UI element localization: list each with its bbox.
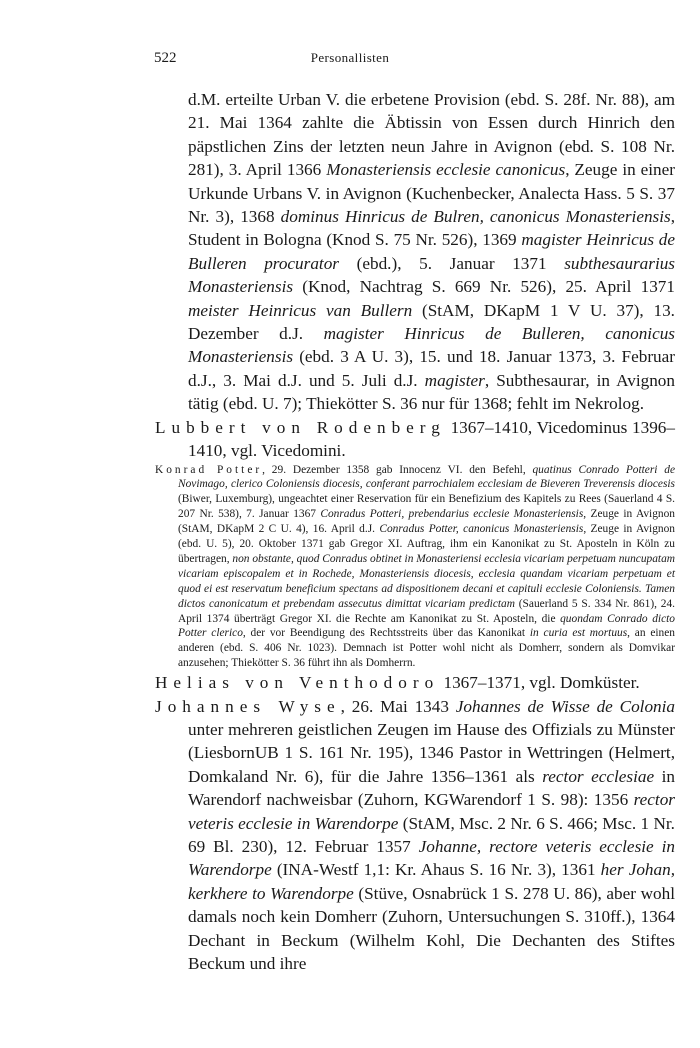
- text-run: (StAM, DKapM 1 V U. 37), 13. Dezember d.J.: [188, 300, 675, 344]
- entry-text: 1367–1371, vgl. Domküster.: [439, 673, 640, 693]
- text-run: unter mehreren geistlichen Zeugen im Hause des Offizials zu Münster (LiesbornUB 1 S. 161 Nr. 195), 1346 Pastor in Wettringen (Helmert, Domkaland Nr. 6), für die Jahre 1356–1361 als: [188, 720, 675, 786]
- italic-run: Johanne, rectore veteris ecclesie in Warendorpe: [188, 837, 675, 880]
- italic-run: Monasteriensis ecclesie canonicus: [326, 160, 566, 180]
- text-run: (StAM, Msc. 2 Nr. 6 S. 466; Msc. 1 Nr. 69 Bl. 230), 12. Februar 1357: [188, 813, 675, 857]
- text-run: , der vor Beendigung des Rechtsstreits über das Kanonikat: [242, 627, 530, 640]
- italic-run: subthesaurarius Monasteriensis: [188, 253, 675, 297]
- italic-run: non obstante, quod Conradus obtinet in Monasteriensi ecclesia vicariam perpetuam nuncupatam vicariam episcopalem et in Rochede, Monasteriensis diocesis, ecclesia quandam vicariam perpetuam et quod ei est reservatum beneficium spectans ad dispositionem decani et capituli ecclesie Coloniensis. Tamen dictos canonicatum et prebendam assecutus dimittat vicariam predictam: [178, 552, 676, 610]
- italic-run: magister Hinricus de Bulleren, canonicus Monasteriensis: [188, 324, 675, 367]
- italic-run: her Johan, kerkhere to Warendorpe: [188, 860, 675, 903]
- text-run: (Sauerland 5 S. 334 Nr. 861), 24. April 1374 überträgt Gregor XI. die Rechte am Kanonikat zu St. Aposteln, die: [178, 597, 675, 625]
- text-run: in Warendorf nachweisbar (Zuhorn, KGWarendorf 1 S. 98): 1356: [188, 766, 676, 810]
- text-run: d.M. erteilte Urban V. die erbetene Provision (ebd. S. 28f. Nr. 88), am 21. Mai 1364 zahlte die Äbtissin von Essen durch Hinrich den päpstlichen Zins der letzten neun Jahre in Avignon (ebd. S. 108 Nr. 281), 3. April 1366: [188, 90, 675, 180]
- page-body: [155, 88, 675, 975]
- italic-run: Conradus Potter, canonicus Monasteriensis: [379, 523, 584, 536]
- entry-johannes-wyse: [155, 695, 675, 976]
- entry-text: 1367–1410, Vicedominus 1396–1410, vgl. Vicedomini.: [188, 417, 675, 461]
- italic-run: magister: [424, 370, 485, 390]
- italic-run: dominus Hinricus de Bulren, canonicus Monasteriensis: [280, 207, 671, 227]
- italic-run: Conradus Potteri, prebendarius ecclesie Monasteriensis: [320, 508, 584, 521]
- italic-run: rector ecclesiae: [542, 766, 655, 786]
- entry-konrad-potter: [155, 463, 675, 672]
- text-run: , Zeuge in einer Urkunde Urbans V. in Avignon (Kuchenbecker, Analecta Hass. 5 S. 37 Nr. 3), 1368: [188, 160, 675, 227]
- italic-run: in curia est mortuus: [529, 627, 628, 640]
- running-title: Personallisten: [310, 50, 390, 65]
- person-name: Johannes Wyse: [155, 696, 341, 716]
- person-name: Lubbert von Rodenberg: [155, 417, 446, 437]
- entry-continuation: [155, 88, 675, 416]
- text-run: (Knod, Nachtrag S. 669 Nr. 526), 25. April 1371: [293, 277, 675, 297]
- italic-run: Johannes de Wisse de Colonia: [455, 696, 676, 716]
- text-run: , an einen anderen (ebd. S. 406 Nr. 1023). Demnach ist Potter wohl nicht als Domherr, sondern als Domvikar anzusehen; Thiekötter S. 36 führt ihn als Domherrn.: [178, 627, 675, 670]
- text-run: , Zeuge in Avignon (ebd. U. 5), 20. Oktober 1371 gab Gregor XI. Auftrag, ihm ein Kanonikat zu St. Aposteln in Köln zu übertragen,: [178, 523, 675, 565]
- text-run: , Subthesaurar, in Avignon tätig (ebd. U. 7); Thiekötter S. 36 nur für 1368; fehlt im Nekrolog.: [188, 370, 675, 414]
- italic-run: magister Heinricus de Bulleren procurator: [188, 230, 675, 273]
- person-name: Helias von Venthodoro: [155, 673, 440, 693]
- italic-run: rector veteris ecclesie in Warendorpe: [188, 790, 675, 833]
- entry-lubbert-von-rodenberg: [155, 416, 675, 463]
- text-run: (Biwer, Luxemburg), ungeachtet einer Reservation für ein Benefizium des Kapitels zu Rees (Sauerland 4 S. 207 Nr. 538), 7. Januar 1367: [178, 493, 675, 521]
- text-run: (Stüve, Osnabrück 1 S. 278 U. 86), aber wohl damals noch kein Domherr (Zuhorn, Untersuchungen S. 310ff.), 1364 Dechant in Beckum (Wilhelm Kohl, Die Dechanten des Stiftes Beckum und ihre: [188, 883, 675, 974]
- text-run: , Student in Bologna (Knod S. 75 Nr. 526), 1369: [188, 207, 675, 250]
- text-run: (INA-Westf 1,1: Kr. Ahaus S. 16 Nr. 3), 1361: [271, 860, 601, 880]
- italic-run: quatinus Conrado Potteri de Novimago, clerico Coloniensis diocesis, conferant parrochialem ecclesiam de Bieveren Treverensis diocesis: [178, 463, 675, 491]
- italic-run: quondam Conrado dicto Potter clerico: [178, 612, 675, 640]
- text-run: , 26. Mai 1343: [340, 696, 456, 716]
- person-name: Konrad Potter: [155, 463, 263, 476]
- text-run: (ebd. 3 A U. 3), 15. und 18. Januar 1373, 3. Februar d.J., 3. Mai d.J. und 5. Juli d.J.: [188, 347, 675, 390]
- page-number: 522: [154, 50, 177, 66]
- text-run: , Zeuge in Avignon (StAM, DKapM 2 C U. 4), 16. April d.J.: [178, 508, 675, 536]
- italic-run: meister Heinricus van Bullern: [188, 300, 413, 320]
- entry-helias-von-venthodoro: [155, 671, 675, 694]
- text-run: (ebd.), 5. Januar 1371: [339, 253, 565, 273]
- text-run: , 29. Dezember 1358 gab Innocenz VI. den Befehl,: [262, 463, 533, 476]
